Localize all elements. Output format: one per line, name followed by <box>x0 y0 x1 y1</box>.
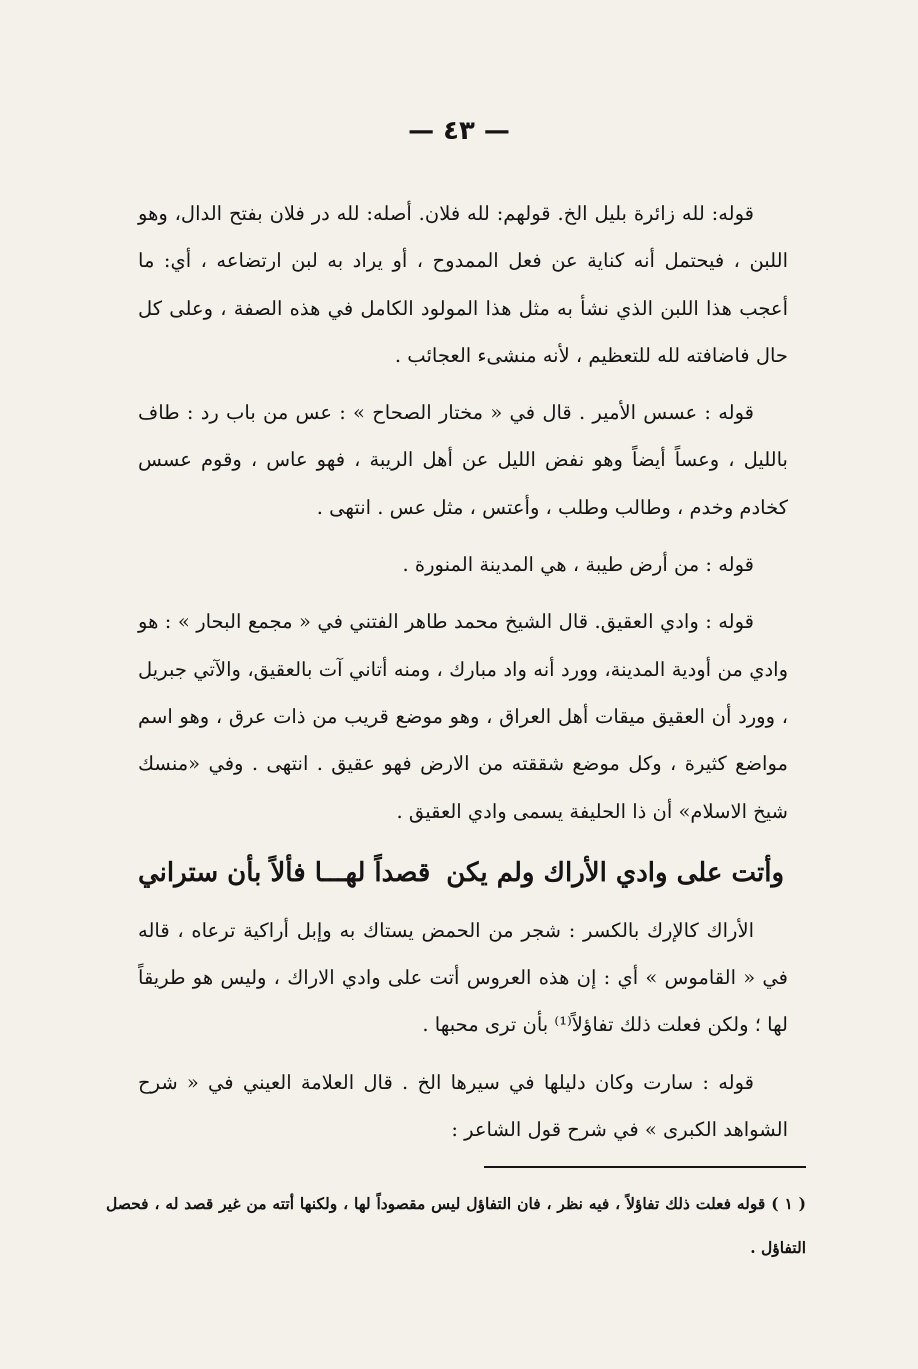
footnote-separator <box>484 1166 806 1168</box>
paragraph-wadi-al-aqiq: قوله : وادي العقيق. قال الشيخ محمد طاهر الفتني في « مجمع البحار » : هو وادي من أودية المدينة، وورد أنه واد مبارك ، ومنه أتاني آت بالعقيق، والآتي جبريل ، وورد أن العقيق ميقات أهل العراق ، وهو موضع قريب من ذات عرق ، وهو اسم مواضع كثيرة ، وكل موضع شققته من الارض فهو عقيق . انتهى . وفي «منسك شيخ الاسلام» أن ذا الحليفة يسمى وادي العقيق . <box>138 610 788 823</box>
paragraph-asas-al-amir: قوله : عسس الأمير . قال في « مختار الصحاح » : عس من باب رد : طاف بالليل ، وعساً أيضاً وهو نفض الليل عن أهل الريبة ، فهو عاس ، وقوم عسس كخادم وخدم ، وطالب وطلب ، وأعتس ، مثل عس . انتهى . <box>138 401 788 519</box>
paragraph-ard-tayba: قوله : من أرض طيبة ، هي المدينة المنورة . <box>402 553 754 577</box>
paragraph-lillah-zaira: قوله: لله زائرة بليل الخ. قولهم: لله فلان. أصله: لله در فلان بفتح الدال، وهو اللبن ، فيحتمل أنه كناية عن فعل الممدوح ، أو يراد به لبن ارتضاعه ، أي: ما أعجب هذا اللبن الذي نشأ به مثل هذا المولود الكامل في هذه الصفة ، وعلى كل حال فاضافته لله للتعظيم ، لأنه منشىء العجائب . <box>138 202 788 367</box>
paragraph-sarat: قوله : سارت وكان دليلها في سيرها الخ . قال العلامة العيني في « شرح الشواهد الكبرى » في شرح قول الشاعر : <box>138 1070 788 1142</box>
page-number: — ٤٣ — <box>408 116 510 146</box>
paragraph-al-arak: الأراك كالإرك بالكسر : شجر من الحمض يستاك به وإبل أراكية ترعاه ، قاله في « القاموس » أي : إن هذه العروس أتت على وادي الاراك ، وليس هو طريقاً لها ؛ ولكن فعلت ذلك تفاؤلاً⁽¹⁾ بأن ترى محبها . <box>138 918 788 1037</box>
footnote-text: ( ١ ) قوله فعلت ذلك تفاؤلاً ، فيه نظر ، فان التفاؤل ليس مقصوداً لها ، ولكنها أتته من غير قصد له ، فحصل التفاؤل . <box>106 1194 806 1257</box>
verse-first-hemistich: وأتت على وادي الأراك ولم يكن <box>446 857 784 888</box>
verse-second-hemistich: قصداً لهـــا فألاً بأن ستراني <box>138 857 431 888</box>
footnote <box>106 1182 806 1270</box>
page-body <box>138 190 788 1163</box>
poem-verse <box>138 845 788 901</box>
